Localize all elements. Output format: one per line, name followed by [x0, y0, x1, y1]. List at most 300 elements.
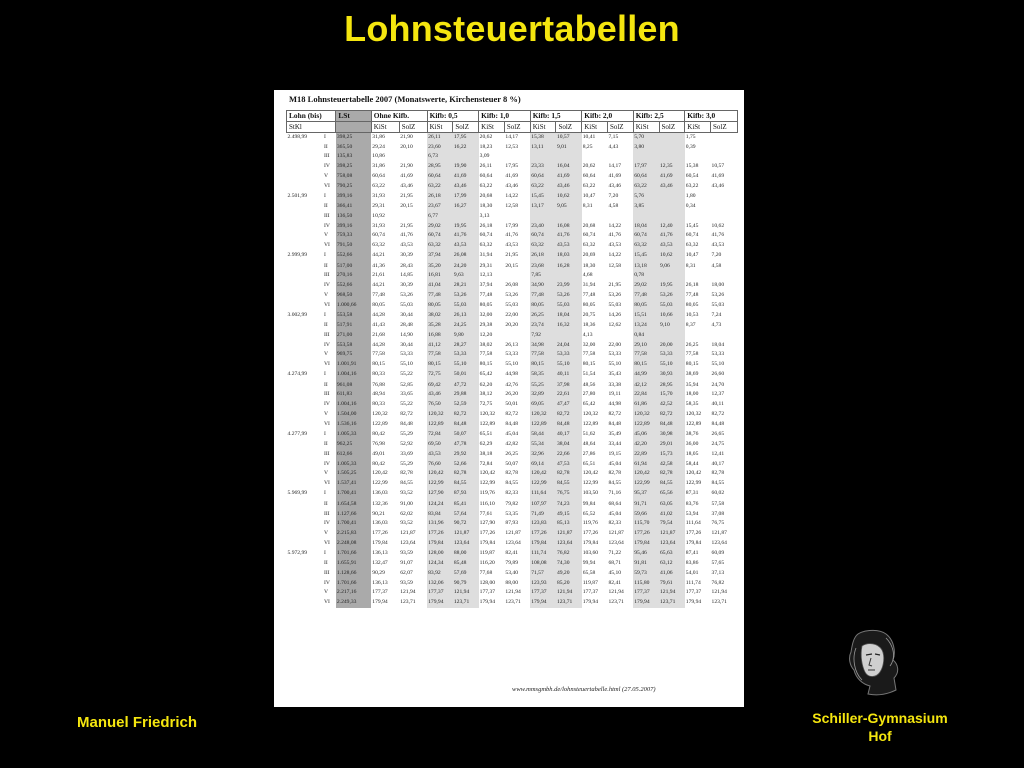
- value-cell: 119,87: [479, 549, 495, 556]
- lohn-cell: [287, 321, 324, 331]
- lohn-cell: [287, 410, 324, 420]
- value-cell: [582, 152, 608, 162]
- tax-table: [286, 110, 738, 608]
- stkl-cell: VI: [324, 420, 330, 427]
- table-row: [287, 529, 738, 539]
- value-cell: 77,48: [479, 291, 493, 298]
- stkl-cell: V: [324, 351, 329, 358]
- value-cell: 55,29: [400, 430, 413, 437]
- value-cell: 111,64: [685, 520, 701, 527]
- lohn-cell: [287, 579, 324, 589]
- value-cell: 53,26: [400, 291, 413, 298]
- value-cell: 18,05: [685, 450, 699, 457]
- value-cell: 53,26: [453, 291, 479, 301]
- value-cell: 123,71: [453, 598, 479, 608]
- value-cell: 53,35: [505, 510, 518, 517]
- value-cell: 37,94: [427, 251, 453, 262]
- value-cell: 13,18: [633, 262, 659, 272]
- value-cell: 60,74: [633, 231, 659, 241]
- value-cell: 55,22: [400, 401, 413, 408]
- value-cell: 119,76: [582, 520, 598, 527]
- stkl-cell: III: [324, 212, 330, 219]
- value-cell: 115,80: [633, 579, 659, 589]
- value-cell: 177,26: [530, 529, 556, 539]
- value-cell: 26,18: [685, 282, 699, 289]
- value-cell: 122,89: [372, 420, 388, 427]
- table-row: [287, 479, 738, 489]
- value-cell: 54,01: [685, 570, 699, 577]
- value-cell: 32,89: [530, 390, 556, 400]
- value-cell: 68,71: [608, 560, 622, 567]
- lohn-cell: [287, 291, 324, 301]
- value-cell: 77,58: [530, 350, 556, 360]
- value-cell: 80,15: [372, 361, 385, 368]
- header-lohn: Lohn (bis): [287, 111, 336, 122]
- value-cell: 38,69: [685, 371, 699, 378]
- value-cell: 26,11: [427, 133, 453, 143]
- value-cell: 40,11: [711, 401, 724, 408]
- value-cell: 77,48: [582, 291, 596, 298]
- value-cell: 21,95: [400, 192, 413, 199]
- table-row: [287, 172, 738, 182]
- value-cell: 87,93: [453, 489, 479, 500]
- value-cell: 16,04: [556, 162, 582, 172]
- header-lst-blank: [336, 122, 371, 133]
- stkl-cell: VI: [324, 599, 330, 606]
- table-row: [287, 429, 738, 440]
- value-cell: 10,57: [556, 133, 582, 143]
- header-solz: SolZ: [556, 122, 582, 133]
- value-cell: 177,37: [479, 589, 496, 596]
- value-cell: 15,38: [530, 133, 556, 143]
- table-row: [287, 390, 738, 400]
- value-cell: 82,72: [505, 410, 518, 417]
- value-cell: 55,03: [505, 301, 518, 308]
- lohn-cell: [287, 241, 324, 251]
- lohn-cell: [287, 460, 324, 470]
- table-row: [287, 350, 738, 360]
- value-cell: 122,99: [479, 480, 496, 487]
- stkl-cell: II: [324, 441, 328, 448]
- lst-cell: 517,00: [336, 262, 371, 272]
- value-cell: 121,87: [608, 529, 624, 536]
- value-cell: 179,94: [530, 598, 556, 608]
- value-cell: 8,37: [685, 322, 696, 329]
- table-row: [287, 489, 738, 500]
- value-cell: [399, 212, 427, 222]
- value-cell: 91,81: [633, 559, 659, 569]
- table-row: [287, 460, 738, 470]
- value-cell: 14,22: [608, 252, 622, 259]
- lohn-cell: [287, 301, 324, 311]
- value-cell: 121,87: [711, 529, 727, 536]
- value-cell: 63,32: [530, 241, 556, 251]
- lst-cell: 1.001,91: [336, 360, 371, 370]
- header-kifb-05: Kifb: 0,5: [427, 111, 479, 122]
- value-cell: 84,55: [608, 480, 622, 487]
- lst-cell: 398,25: [336, 162, 371, 172]
- school-name: [800, 709, 960, 745]
- stkl-cell: VI: [324, 301, 330, 308]
- lst-cell: 553,58: [336, 341, 371, 351]
- value-cell: 80,42: [372, 430, 385, 437]
- value-cell: 9,63: [453, 271, 479, 281]
- value-cell: 53,33: [659, 350, 685, 360]
- value-cell: 52,59: [453, 400, 479, 410]
- value-cell: 9,01: [556, 143, 582, 153]
- value-cell: 136,03: [372, 520, 388, 527]
- value-cell: 3,80: [633, 143, 659, 153]
- table-row: [287, 251, 738, 262]
- value-cell: 36,00: [685, 441, 699, 448]
- value-cell: 123,71: [711, 599, 727, 606]
- value-cell: 120,42: [479, 470, 496, 477]
- value-cell: [711, 202, 738, 212]
- value-cell: 55,10: [400, 361, 413, 368]
- lohn-cell: [287, 262, 324, 272]
- value-cell: 29,88: [453, 390, 479, 400]
- table-row: [287, 162, 738, 172]
- value-cell: 18,23: [479, 143, 493, 150]
- value-cell: 80,05: [633, 301, 659, 311]
- lst-cell: 1.128,66: [336, 569, 371, 579]
- value-cell: 71,22: [608, 549, 622, 556]
- value-cell: 38,76: [685, 430, 699, 437]
- value-cell: 132,47: [372, 560, 388, 567]
- value-cell: 120,32: [582, 410, 599, 417]
- value-cell: 43,46: [608, 182, 622, 189]
- value-cell: 71,57: [530, 569, 556, 579]
- table-row: [287, 400, 738, 410]
- value-cell: 82,33: [505, 490, 518, 497]
- value-cell: 12,62: [608, 322, 622, 329]
- lohn-cell: [287, 271, 324, 281]
- value-cell: 84,48: [556, 420, 582, 430]
- value-cell: 111,74: [685, 579, 701, 586]
- stkl-cell: III: [324, 391, 330, 398]
- value-cell: 177,26: [479, 529, 496, 536]
- value-cell: 177,37: [530, 588, 556, 598]
- stkl-cell: III: [324, 272, 330, 279]
- value-cell: 12,37: [711, 391, 725, 398]
- header-kifb-15: Kifb: 1,5: [530, 111, 582, 122]
- value-cell: 65,51: [479, 430, 493, 437]
- value-cell: 63,22: [582, 182, 596, 189]
- table-row: [287, 301, 738, 311]
- value-cell: 93,59: [400, 579, 413, 586]
- value-cell: [659, 191, 685, 202]
- value-cell: 123,64: [400, 539, 416, 546]
- value-cell: 30,98: [659, 429, 685, 440]
- value-cell: 33,65: [400, 391, 413, 398]
- value-cell: 44,28: [372, 311, 385, 318]
- value-cell: 31,94: [479, 252, 493, 259]
- value-cell: 85,20: [556, 579, 582, 589]
- value-cell: 87,41: [685, 549, 699, 556]
- value-cell: 122,99: [685, 480, 702, 487]
- value-cell: 45,04: [505, 430, 518, 437]
- value-cell: 90,21: [372, 510, 385, 517]
- value-cell: 123,93: [530, 579, 556, 589]
- value-cell: 71,49: [530, 510, 556, 520]
- table-row: [287, 143, 738, 153]
- tax-table-scan: [274, 90, 744, 707]
- value-cell: 43,53: [453, 241, 479, 251]
- value-cell: 26,20: [505, 391, 518, 398]
- value-cell: 26,25: [685, 341, 699, 348]
- stkl-cell: I: [324, 549, 326, 556]
- header-kist: KiSt: [685, 122, 711, 133]
- value-cell: 177,26: [427, 529, 453, 539]
- value-cell: 52,92: [400, 441, 413, 448]
- value-cell: 14,90: [400, 331, 413, 338]
- value-cell: 132,06: [427, 579, 453, 589]
- value-cell: 80,05: [479, 301, 493, 308]
- value-cell: 41,69: [711, 172, 725, 179]
- value-cell: 82,72: [556, 410, 582, 420]
- stkl-cell: I: [324, 490, 326, 497]
- stkl-cell: V: [324, 470, 329, 477]
- value-cell: 60,74: [582, 232, 596, 239]
- value-cell: 38,18: [479, 450, 493, 457]
- value-cell: 24,04: [556, 341, 582, 351]
- value-cell: 88,00: [505, 579, 518, 586]
- value-cell: 18,00: [685, 391, 699, 398]
- value-cell: 128,00: [427, 548, 453, 559]
- value-cell: 80,15: [479, 361, 493, 368]
- value-cell: 55,10: [556, 360, 582, 370]
- value-cell: 136,13: [372, 579, 388, 586]
- value-cell: 90,72: [453, 519, 479, 529]
- lst-cell: 365,50: [336, 143, 371, 153]
- stkl-cell: II: [324, 381, 328, 388]
- header-kist: KiSt: [479, 122, 505, 133]
- value-cell: 15,70: [659, 390, 685, 400]
- value-cell: 80,42: [372, 460, 385, 467]
- value-cell: 179,84: [479, 539, 496, 546]
- value-cell: [633, 212, 659, 222]
- value-cell: 42,12: [633, 381, 659, 391]
- value-cell: 31,86: [372, 163, 385, 170]
- value-cell: 65,58: [582, 570, 596, 577]
- lst-cell: 790,25: [336, 182, 371, 192]
- value-cell: 77,68: [479, 570, 493, 577]
- header-kist: KiSt: [582, 122, 608, 133]
- value-cell: 14,22: [505, 192, 518, 199]
- value-cell: 42,20: [633, 440, 659, 450]
- header-ohne-kifb: Ohne Kifb.: [371, 111, 427, 122]
- value-cell: 18,03: [556, 251, 582, 262]
- value-cell: 82,41: [505, 549, 518, 556]
- value-cell: 0,34: [685, 203, 696, 210]
- value-cell: 77,58: [479, 351, 493, 358]
- value-cell: 122,99: [633, 479, 659, 489]
- value-cell: 15,45: [685, 222, 699, 229]
- value-cell: 82,72: [608, 410, 622, 417]
- value-cell: 77,48: [427, 291, 453, 301]
- value-cell: 120,42: [582, 470, 599, 477]
- value-cell: 72,84: [427, 429, 453, 440]
- lohn-cell: [287, 350, 324, 360]
- value-cell: 82,78: [608, 470, 622, 477]
- value-cell: 49,20: [556, 569, 582, 579]
- value-cell: 82,78: [556, 469, 582, 479]
- value-cell: [504, 152, 530, 162]
- value-cell: 41,76: [659, 231, 685, 241]
- value-cell: 29,31: [479, 262, 493, 269]
- header-solz: SolZ: [711, 122, 738, 133]
- lst-cell: 1.655,91: [336, 559, 371, 569]
- value-cell: 60,74: [479, 232, 493, 239]
- value-cell: 15,38: [685, 163, 699, 170]
- header-kist: KiSt: [427, 122, 453, 133]
- value-cell: 41,69: [505, 172, 518, 179]
- lohn-cell: [287, 588, 324, 598]
- lst-cell: 1.505,25: [336, 469, 371, 479]
- value-cell: 7,20: [608, 192, 619, 199]
- value-cell: 37,08: [711, 510, 725, 517]
- stkl-cell: VI: [324, 361, 330, 368]
- value-cell: 68,64: [608, 500, 622, 507]
- value-cell: 43,46: [711, 182, 725, 189]
- value-cell: 79,82: [505, 500, 518, 507]
- value-cell: 55,22: [400, 371, 413, 378]
- lohn-cell: [287, 559, 324, 569]
- lst-cell: 968,50: [336, 291, 371, 301]
- value-cell: 58,35: [685, 401, 699, 408]
- value-cell: 84,48: [608, 420, 622, 427]
- value-cell: 63,22: [479, 182, 493, 189]
- table-row: [287, 202, 738, 212]
- lohn-cell: 2.501,99: [287, 192, 308, 199]
- value-cell: 103,50: [582, 490, 599, 497]
- value-cell: 43,53: [427, 450, 453, 460]
- value-cell: 9,06: [659, 262, 685, 272]
- value-cell: 122,89: [530, 420, 556, 430]
- stkl-cell: I: [324, 252, 326, 259]
- lst-cell: 552,66: [336, 251, 371, 262]
- value-cell: 53,26: [505, 291, 518, 298]
- value-cell: 84,48: [711, 420, 725, 427]
- value-cell: 63,05: [659, 500, 685, 510]
- value-cell: 63,32: [479, 242, 493, 249]
- value-cell: 53,33: [505, 351, 518, 358]
- value-cell: 123,71: [556, 598, 582, 608]
- value-cell: 28,21: [453, 281, 479, 291]
- table-row: [287, 191, 738, 202]
- value-cell: 76,88: [372, 381, 385, 388]
- value-cell: 26,25: [505, 450, 518, 457]
- value-cell: [685, 152, 711, 162]
- lohn-cell: [287, 381, 324, 391]
- school-name-line2: Hof: [868, 728, 892, 744]
- lohn-cell: [287, 598, 324, 608]
- value-cell: 58,35: [530, 370, 556, 381]
- lst-cell: 1.700,41: [336, 489, 371, 500]
- stkl-cell: IV: [324, 520, 330, 527]
- value-cell: 42,58: [659, 460, 685, 470]
- value-cell: 20,15: [400, 203, 413, 210]
- value-cell: 21,95: [608, 282, 622, 289]
- value-cell: 30,39: [400, 252, 413, 259]
- value-cell: 53,33: [608, 351, 622, 358]
- lohn-cell: [287, 519, 324, 529]
- value-cell: 43,46: [556, 182, 582, 192]
- value-cell: 53,26: [711, 291, 725, 298]
- value-cell: 45,10: [608, 570, 622, 577]
- value-cell: 24,75: [711, 441, 725, 448]
- lst-cell: 399,16: [336, 222, 371, 232]
- value-cell: 21,68: [372, 331, 385, 338]
- value-cell: 120,42: [372, 470, 388, 477]
- value-cell: 20,20: [505, 322, 518, 329]
- table-row: [287, 450, 738, 460]
- header-row-sub: [287, 122, 738, 133]
- lohn-cell: [287, 212, 324, 222]
- value-cell: 41,69: [608, 172, 622, 179]
- value-cell: 21,90: [400, 163, 413, 170]
- value-cell: 93,52: [400, 520, 413, 527]
- value-cell: 55,03: [453, 301, 479, 311]
- value-cell: 51,62: [582, 430, 596, 437]
- value-cell: 65,63: [659, 548, 685, 559]
- lohn-cell: [287, 469, 324, 479]
- value-cell: 63,32: [633, 241, 659, 251]
- lst-cell: 759,33: [336, 231, 371, 241]
- value-cell: 21,95: [505, 252, 518, 259]
- value-cell: 60,64: [530, 172, 556, 182]
- value-cell: 80,05: [530, 301, 556, 311]
- value-cell: 76,75: [556, 489, 582, 500]
- table-row: [287, 222, 738, 232]
- value-cell: 45,06: [633, 429, 659, 440]
- value-cell: 55,29: [400, 460, 413, 467]
- value-cell: 59,73: [633, 569, 659, 579]
- value-cell: 57,58: [711, 500, 725, 507]
- lst-cell: 1.536,16: [336, 420, 371, 430]
- value-cell: 35,43: [608, 371, 622, 378]
- value-cell: 72,75: [427, 370, 453, 381]
- value-cell: 80,05: [582, 301, 596, 308]
- value-cell: [607, 212, 633, 222]
- value-cell: 47,47: [556, 400, 582, 410]
- lohn-cell: [287, 152, 324, 162]
- lohn-cell: 2.498,99: [287, 134, 308, 140]
- header-kifb-10: Kifb: 1,0: [479, 111, 531, 122]
- table-row: [287, 360, 738, 370]
- value-cell: 122,99: [372, 480, 388, 487]
- lst-cell: 2.215,83: [336, 529, 371, 539]
- value-cell: 85,48: [453, 559, 479, 569]
- value-cell: 84,48: [400, 420, 413, 427]
- value-cell: 121,94: [453, 588, 479, 598]
- value-cell: 179,94: [372, 599, 388, 606]
- value-cell: 43,53: [608, 242, 622, 249]
- value-cell: 127,90: [479, 520, 496, 527]
- value-cell: 1,75: [685, 134, 696, 140]
- value-cell: 55,34: [530, 440, 556, 450]
- value-cell: 123,64: [453, 539, 479, 549]
- value-cell: 52,85: [400, 381, 413, 388]
- lst-cell: 791,50: [336, 241, 371, 251]
- value-cell: [607, 152, 633, 162]
- value-cell: 0,84: [633, 331, 659, 341]
- value-cell: 82,78: [453, 469, 479, 479]
- value-cell: 82,72: [453, 410, 479, 420]
- tax-table-body: [287, 133, 738, 608]
- value-cell: 23,67: [427, 202, 453, 212]
- value-cell: 24,20: [453, 262, 479, 272]
